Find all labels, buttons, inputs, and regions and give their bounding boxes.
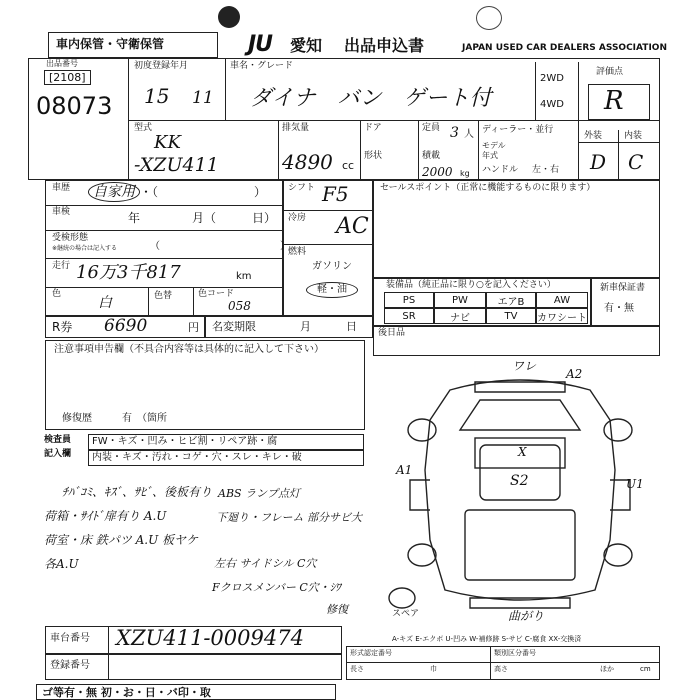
recall-paren: （ ） [150, 241, 290, 252]
license-length: 長さ [350, 665, 364, 673]
grid-line [283, 244, 373, 245]
grid-line [618, 130, 619, 180]
grid-line [360, 120, 361, 180]
remark-right-line: 左右 サイドシル C穴 [214, 557, 317, 570]
registration-label: 登録番号 [50, 660, 90, 671]
remark-line: 荷箱・ｻｲﾄﾞ扉有り A.U [44, 509, 167, 523]
inspection-label: 車検 [52, 207, 71, 217]
shape-label: 形状 [364, 151, 383, 161]
equip-airbag: エアB [486, 292, 536, 308]
mileage-label: 走行 [52, 261, 71, 271]
remark-right-line: 修復 [326, 603, 348, 616]
name-change-label: 名変期限 [212, 320, 256, 333]
inspection-month: 月（ [192, 211, 217, 225]
load-value: 2000 [422, 165, 453, 179]
remark-line: 各A.U [44, 557, 79, 571]
katashiki-label: 型式 [134, 123, 153, 133]
remark-line: ﾁﾊﾞｺﾐ、ｷｽﾞ、ｻﾋﾞ、後板有り [62, 485, 213, 499]
equip-pw: PW [434, 292, 486, 308]
recall-label: 受検形態 [52, 233, 89, 243]
diagram-mark-top1: ワレ [512, 359, 537, 373]
interior-label: 内装 [624, 131, 643, 141]
lot-sub-number: [2108] [44, 70, 91, 85]
history-label: 車歴 [52, 183, 71, 193]
color-label: 色 [52, 289, 62, 299]
dealer-label: ディーラー・並行 [482, 125, 554, 135]
equip-ps: PS [384, 292, 434, 308]
equip-leather: カワシート [536, 308, 588, 324]
grid-line [278, 120, 279, 180]
lot-label: 出品番号 [46, 59, 78, 68]
license-misc: ほか [600, 665, 614, 673]
first-reg-month: 11 [192, 88, 214, 108]
car-damage-diagram [380, 360, 660, 630]
door-label: ドア [364, 123, 382, 133]
grid-line [490, 646, 491, 680]
diagram-bent-label: 曲がり [508, 609, 545, 623]
exterior-label: 外装 [584, 131, 603, 141]
fuel-value: ガソリン [312, 261, 352, 272]
remark-line: 荷室・床 鉄パツ A.U 板ヤケ [44, 533, 199, 547]
association-name: JAPAN USED CAR DEALERS ASSOCIATION [462, 43, 667, 53]
grid-line [148, 287, 149, 316]
inspector-row2: 内装・キズ・汚れ・コゲ・穴・スレ・キレ・破 [92, 452, 302, 463]
grid-line [283, 210, 373, 211]
recycle-value: 6690 [104, 316, 148, 336]
diagram-spare-label: スペア [392, 609, 420, 619]
lot-number: 08073 [36, 92, 113, 120]
punch-hole-left [218, 6, 240, 28]
equipment-label: 装備品（純正品に限り○を記入ください） [386, 280, 556, 290]
inspector-label1: 検査員 [44, 435, 72, 445]
shift-label: シフト [288, 183, 316, 193]
handle-options: 左・右 [532, 165, 560, 175]
name-change-day: 日 [346, 320, 357, 333]
sales-point-label: セールスポイント（正常に機能するものに限ります） [380, 183, 596, 193]
remark-right-line: 下廻り・フレーム 部分サビ大 [216, 511, 363, 524]
recall-note: ※継続の場合は記入する [52, 245, 118, 252]
recycle-label: R券 [52, 320, 73, 334]
model-name-value: ダイナ バン ゲート付 [250, 86, 492, 111]
grid-line [578, 62, 579, 180]
license-row2: 類別区分番号 [494, 649, 536, 657]
grid-line [45, 258, 283, 259]
inspector-label2: 記入欄 [44, 449, 72, 459]
displacement-unit: cc [342, 159, 355, 172]
model-year-label1: モデル [482, 141, 506, 150]
notes-label: 注意事項申告欄（不具合内容等は具体的に記入して下さい） [54, 344, 324, 355]
punch-hole-right [476, 6, 502, 30]
first-reg-label: 初度登録年月 [134, 61, 189, 71]
aftermarket-box [373, 326, 660, 356]
repair-history-label: 修復歴 [62, 413, 92, 424]
remark-right-line: Fクロスメンバー C穴・ｼﾜ [212, 581, 341, 594]
model-name-label: 車名・グレード [230, 61, 294, 71]
capacity-label: 定員 [422, 123, 441, 133]
diagram-mark-top2: A2 [566, 367, 583, 381]
color-change-label: 色替 [154, 291, 173, 301]
license-height: 高さ [494, 665, 508, 673]
grid-line [45, 287, 283, 288]
grid-line [535, 62, 536, 120]
displacement-value: 4890 [282, 150, 333, 174]
region-name: 愛知 [290, 36, 323, 55]
equip-aw: AW [536, 292, 588, 308]
grade-value: R [604, 86, 624, 116]
aircon-label: 冷房 [288, 213, 307, 223]
shift-value: F5 [322, 182, 349, 206]
color-code-value: 058 [228, 299, 251, 313]
handle-label: ハンドル [482, 165, 519, 175]
history-circled: 自家用 [88, 182, 140, 202]
equip-tv: TV [486, 308, 536, 324]
katashiki-line1: KK [154, 132, 181, 153]
mileage-value: 16万3千817 [76, 262, 181, 283]
warranty-options: 有・無 [604, 303, 634, 314]
ju-logo: JU [248, 32, 273, 57]
grid-line [346, 662, 660, 663]
first-reg-year: 15 [144, 84, 170, 108]
color-code-label: 色コード [198, 289, 235, 299]
equip-navi: ナビ [434, 308, 486, 324]
chassis-label: 車台番号 [50, 633, 90, 644]
exterior-value: D [590, 150, 607, 174]
name-change-month: 月 [300, 320, 311, 333]
diagram-mark-center-x: X [518, 445, 527, 459]
repair-history-value: 有 （箇所 [122, 413, 167, 424]
grid-line [578, 142, 660, 143]
load-unit: kg [460, 169, 470, 178]
license-mark: 形式認定番号 [350, 649, 392, 657]
grid-line [45, 230, 283, 231]
recycle-unit: 円 [188, 321, 199, 334]
capacity-value: 3 [450, 125, 459, 141]
diagram-mark-right: U1 [626, 477, 644, 491]
load-label: 積載 [422, 151, 441, 161]
grid-line [45, 205, 283, 206]
capacity-unit: 人 [464, 129, 474, 140]
katashiki-line2: -XZU411 [134, 154, 219, 176]
sales-point-box [373, 180, 660, 278]
model-year-label2: 年式 [482, 151, 498, 160]
mileage-unit: km [236, 271, 252, 282]
aftermarket-label: 後日品 [378, 328, 406, 338]
grid-line [128, 58, 129, 180]
inspection-year: 年 [128, 211, 141, 225]
diagram-mark-center-s: S2 [510, 473, 529, 489]
fuel-label: 燃料 [288, 247, 307, 257]
chassis-value: XZU411-0009474 [116, 626, 304, 650]
diagram-mark-left: A1 [396, 463, 413, 477]
inspection-day: 日） [252, 211, 277, 225]
grid-line [128, 120, 660, 121]
fuel-sub: 軽・油 [306, 282, 358, 298]
footer-text: ゴ等有・無 初・お・日・バ印・取 [42, 686, 211, 699]
remark-right-line: ABS ランプ点灯 [218, 487, 301, 500]
custody-label: 車内保管・守衛保管 [56, 37, 165, 51]
displacement-label: 排気量 [282, 123, 310, 133]
history-rest: ・（ ） [140, 185, 267, 199]
grid-line [478, 120, 479, 180]
color-value: 白 [98, 295, 112, 311]
form-title: 出品申込書 [344, 36, 425, 55]
grade-label: 評価点 [596, 67, 624, 77]
drive-2wd: 2WD [540, 73, 564, 84]
equip-sr: SR [384, 308, 434, 324]
license-width: 巾 [430, 665, 437, 673]
inspector-row1: FW・キズ・凹み・ヒビ割・リペア跡・腐 [92, 436, 278, 447]
grid-line [193, 287, 194, 316]
aircon-value: AC [336, 214, 369, 239]
grid-line [225, 58, 226, 120]
grid-line [418, 120, 419, 180]
warranty-label: 新車保証書 [600, 283, 646, 293]
interior-value: C [628, 150, 644, 174]
drive-4wd: 4WD [540, 99, 564, 110]
diagram-legend: A-キズ E-エクボ U-凹み W-補修跡 S-サビ C-腐食 XX-交換済 [392, 635, 582, 643]
license-length-unit: cm [640, 665, 651, 673]
